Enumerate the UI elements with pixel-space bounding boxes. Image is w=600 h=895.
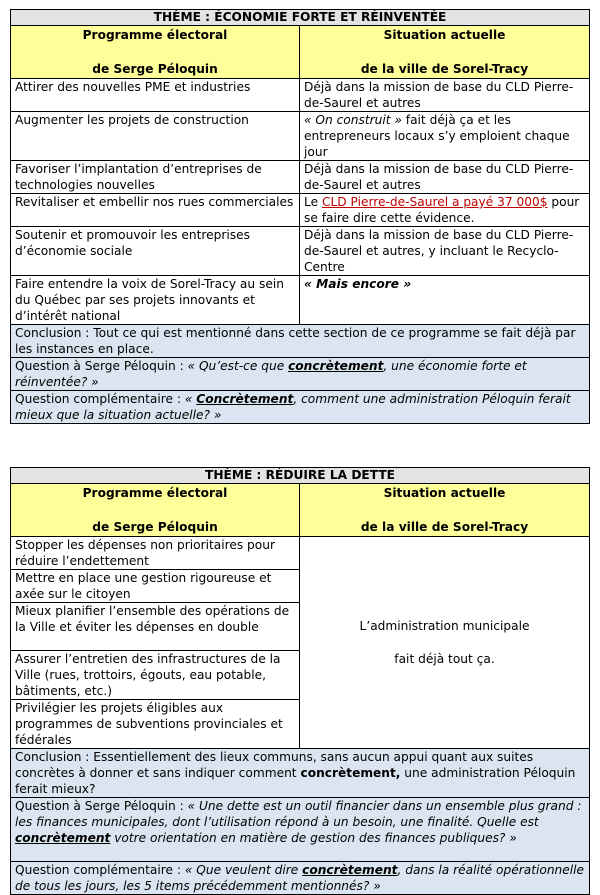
situation-quote: « Mais encore » (304, 277, 412, 291)
followup-label: Question complémentaire : (15, 863, 185, 877)
followup-part: , dans la réalité opérationnelle de tous les jours, les 5 items précédemment mentionnés? » (15, 863, 585, 893)
table-row (11, 194, 590, 227)
question-text (11, 798, 590, 862)
header-program (11, 484, 300, 537)
header-row (11, 26, 590, 79)
situation-item: Déjà dans la mission de base du CLD Pierre-de-Saurel et autres, y incluant le Recyclo-Centre (300, 227, 590, 276)
question-part: « Qu’est-ce que (187, 359, 289, 373)
program-item: Mieux planifier l’ensemble des opérations de la Ville et éviter les dépenses en double (11, 603, 300, 651)
header-situation-line1: Situation actuelle (383, 486, 506, 500)
situation-item: Déjà dans la mission de base du CLD Pierre-de-Saurel et autres (300, 79, 590, 112)
question-part: , une économie forte et réinventée? » (15, 359, 527, 389)
program-item: Attirer des nouvelles PME et industries (11, 79, 300, 112)
question-label: Question à Serge Péloquin : (15, 799, 188, 813)
table-row (11, 227, 590, 276)
question-emphasis: concrètement (288, 359, 384, 373)
program-item: Mettre en place une gestion rigoureuse et axée sur le citoyen (11, 570, 300, 603)
header-program-line2: de Serge Péloquin (92, 62, 218, 76)
question-text (11, 358, 590, 391)
conclusion-part: Conclusion : Essentiellement des lieux communs, sans aucun appui quant aux suites concrètes à donner et sans indiquer comment (15, 750, 534, 780)
question-part: votre orientation en matière de gestion des finances publiques? » (110, 831, 517, 845)
followup-label: Question complémentaire : (15, 392, 185, 406)
program-item: Favoriser l’implantation d’entreprises de technologies nouvelles (11, 161, 300, 194)
table-row (11, 112, 590, 161)
conclusion-row (11, 325, 590, 358)
followup-emphasis: Concrètement (196, 392, 294, 406)
header-program-line1: Programme électoral (82, 28, 228, 42)
program-item: Assurer l’entretien des infrastructures de la Ville (rues, trottoirs, égouts, eau potable, bâtiments, etc.) (11, 651, 300, 700)
conclusion-text (11, 749, 590, 798)
program-item: Soutenir et promouvoir les entreprises d’économie sociale (11, 227, 300, 276)
question-row (11, 358, 590, 391)
question-emphasis: concrètement (15, 831, 111, 845)
situation-text: fait déjà ça et les entrepreneurs locaux s’y emploient chaque jour (304, 113, 570, 159)
followup-part: « (184, 392, 197, 406)
situation-text: Le (304, 195, 322, 209)
theme-title: THÈME : ÉCONOMIE FORTE ET RÉINVENTÉE (11, 10, 590, 26)
followup-part: , comment une administration Péloquin ferait mieux que la situation actuelle? » (15, 392, 571, 422)
followup-part: « Que veulent dire (184, 863, 303, 877)
economy-table (10, 9, 590, 424)
table-row (11, 161, 590, 194)
program-item: Privilégier les projets éligibles aux programmes de subventions provinciales et fédérales (11, 700, 300, 749)
header-program-line2: de Serge Péloquin (92, 520, 218, 534)
program-item: Stopper les dépenses non prioritaires pour réduire l’endettement (11, 537, 300, 570)
theme-row (11, 468, 590, 484)
debt-table (10, 467, 590, 895)
header-situation (300, 26, 590, 79)
question-row (11, 798, 590, 862)
table-row (11, 276, 590, 325)
situation-text: pour se faire dire cette évidence. (304, 195, 580, 225)
situation-line1: L’administration municipale (359, 619, 530, 633)
situation-item (300, 194, 590, 227)
followup-text (11, 391, 590, 424)
situation-item: Déjà dans la mission de base du CLD Pierre-de-Saurel et autres (300, 161, 590, 194)
program-item: Augmenter les projets de construction (11, 112, 300, 161)
theme-title: THÈME : RÉDUIRE LA DETTE (11, 468, 590, 484)
header-situation-line2: de la ville de Sorel-Tracy (360, 62, 529, 76)
program-item: Revitaliser et embellir nos rues commerciales (11, 194, 300, 227)
question-label: Question à Serge Péloquin : (15, 359, 188, 373)
followup-emphasis: concrètement (302, 863, 398, 877)
header-situation (300, 484, 590, 537)
situation-line2: fait déjà tout ça. (394, 652, 495, 666)
cld-link[interactable]: CLD Pierre-de-Saurel a payé 37 000$ (321, 195, 548, 209)
theme-row (11, 10, 590, 26)
situation-quote: « On construit » (304, 113, 402, 127)
header-row (11, 484, 590, 537)
header-situation-line1: Situation actuelle (383, 28, 506, 42)
situation-merged (300, 537, 590, 749)
header-program (11, 26, 300, 79)
program-item: Faire entendre la voix de Sorel-Tracy au sein du Québec par ses projets innovants et d’intérêt national (11, 276, 300, 325)
conclusion-emphasis: concrètement, (300, 766, 401, 780)
situation-item (300, 112, 590, 161)
table-row (11, 79, 590, 112)
followup-row (11, 862, 590, 895)
conclusion-row (11, 749, 590, 798)
conclusion-part: une administration Péloquin ferait mieux? (15, 766, 576, 796)
followup-row (11, 391, 590, 424)
table-row (11, 537, 590, 570)
header-program-line1: Programme électoral (82, 486, 228, 500)
followup-text (11, 862, 590, 895)
question-part: « Une dette est un outil financier dans un ensemble plus grand : les finances municipales, dont l’utilisation répond à un besoin, une finalité. Quelle est (15, 799, 582, 829)
header-situation-line2: de la ville de Sorel-Tracy (360, 520, 529, 534)
conclusion-text: Conclusion : Tout ce qui est mentionné dans cette section de ce programme se fait déjà par les instances en place. (11, 325, 590, 358)
situation-item (300, 276, 590, 325)
